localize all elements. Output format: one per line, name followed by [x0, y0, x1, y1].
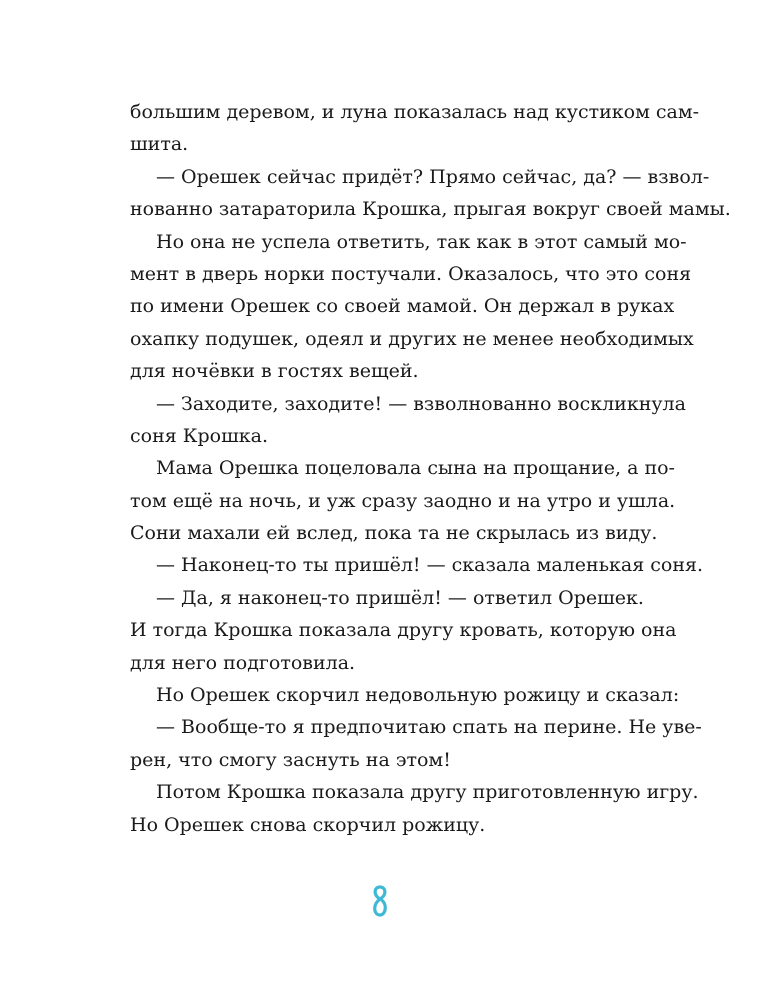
text-line: мент в дверь норки постучали. Оказалось, что это соня [130, 262, 692, 285]
text-line: большим деревом, и луна показалась над кустиком сам- [130, 101, 700, 123]
text-line: Потом Крошка показала другу приготовленную игру. [156, 781, 699, 804]
text-line: по имени Орешек со своей мамой. Он держал в руках [130, 295, 675, 318]
text-line: И тогда Крошка показала другу кровать, которую она [130, 619, 677, 642]
text-line: том ещё на ночь, и уж сразу заодно и на утро и ушла. [130, 489, 676, 512]
text-line: Но она не успела ответить, так как в этот самый мо- [156, 230, 687, 253]
text-line: для ночёвки в гостях вещей. [130, 360, 419, 383]
text-line: — Заходите, заходите! — взволнованно воскликнула [156, 392, 686, 415]
text-line: Мама Орешка поцеловала сына на прощание, а по- [156, 457, 675, 480]
text-line: охапку подушек, одеял и других не менее необходимых [130, 327, 694, 350]
text-line: — Вообще-то я предпочитаю спать на перине. Не уве- [156, 716, 702, 739]
text-line: — Да, я наконец-то пришёл! — ответил Орешек. [156, 586, 644, 609]
text-line: — Наконец-то ты пришёл! — сказала маленькая соня. [156, 554, 704, 577]
page-number-label [368, 883, 392, 919]
text-line: соня Крошка. [130, 424, 268, 447]
text-line: Но Орешек скорчил недовольную рожицу и сказал: [156, 684, 680, 707]
body-text [130, 96, 731, 841]
text-line: для него подготовила. [130, 651, 356, 674]
text-line: Но Орешек снова скорчил рожицу. [130, 813, 486, 836]
text-line: рен, что смогу заснуть на этом! [130, 748, 451, 771]
text-line: нованно затараторила Крошка, прыгая вокруг своей мамы. [130, 198, 731, 221]
page-number [368, 883, 392, 919]
text-line: Сони махали ей вслед, пока та не скрылась из виду. [130, 522, 658, 545]
text-line: — Орешек сейчас придёт? Прямо сейчас, да? — взвол- [156, 165, 710, 188]
text-line: шита. [130, 133, 189, 156]
